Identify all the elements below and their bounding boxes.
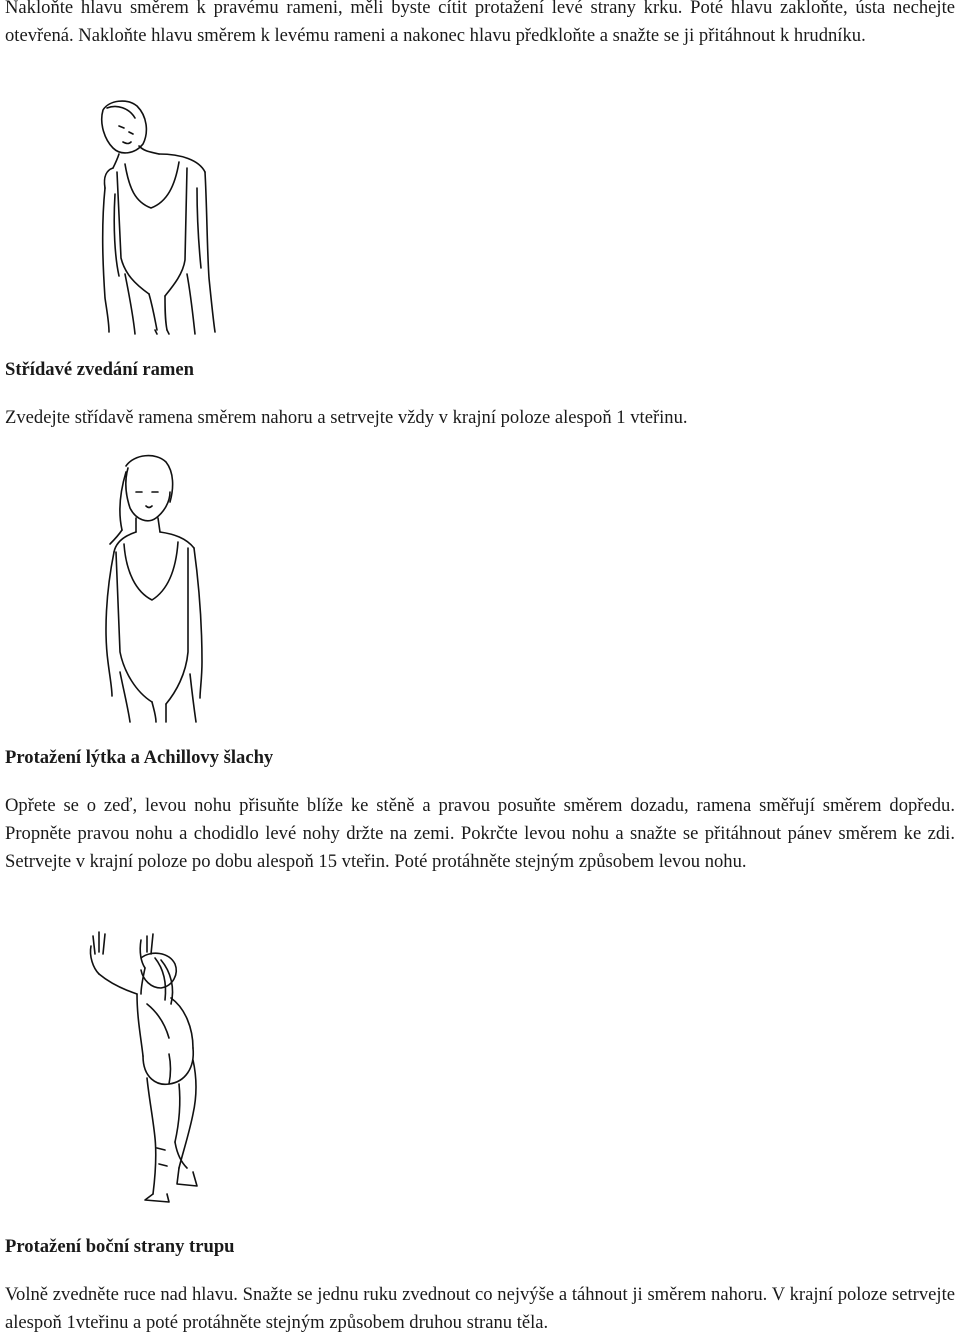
section-heading-side-stretch: Protažení boční strany trupu [5, 1236, 235, 1257]
intro-paragraph: Nakloňte hlavu směrem k pravému rameni, měli byste cítit protažení levé strany krku. Poté hlavu zakloňte, ústa nechejte otevřená. Nakloňte hlavu směrem k levému rameni a nakonec hlavu předkloňte a snažte se ji přitáhnout k hrudníku. [5, 0, 955, 46]
section-paragraph-calf-stretch: Opřete se o zeď, levou nohu přisuňte blíže ke stěně a pravou posuňte směrem dozadu, ramena směřují směrem dopředu. Propněte pravou nohu a chodidlo levé nohy držte na zemi. Pokrčte levou nohu a snažte se přitáhnout pánev směrem ke zdi. Setrvejte v krajní poloze po dobu alespoň 15 vteřin. Poté protáhněte stejným způsobem levou nohu. [5, 795, 955, 872]
section-heading-calf-stretch: Protažení lýtka a Achillovy šlachy [5, 747, 274, 768]
figure-calf-stretch [85, 928, 225, 1208]
section-heading-shoulder-raise: Střídavé zvedání ramen [5, 359, 195, 380]
section-paragraph-side-stretch: Volně zvedněte ruce nad hlavu. Snažte se jednu ruku zvednout co nejvýše a táhnout ji směrem nahoru. V krajní poloze setrvejte alespoň 1vteřinu a poté protáhněte stejným způsobem druhou stranu těla. [5, 1284, 955, 1333]
figure-shoulder-raise [96, 452, 221, 724]
figure-neck-tilt [95, 98, 230, 336]
section-paragraph-shoulder-raise: Zvedejte střídavě ramena směrem nahoru a setrvejte vždy v krajní poloze alespoň 1 vteřinu. [5, 407, 688, 428]
